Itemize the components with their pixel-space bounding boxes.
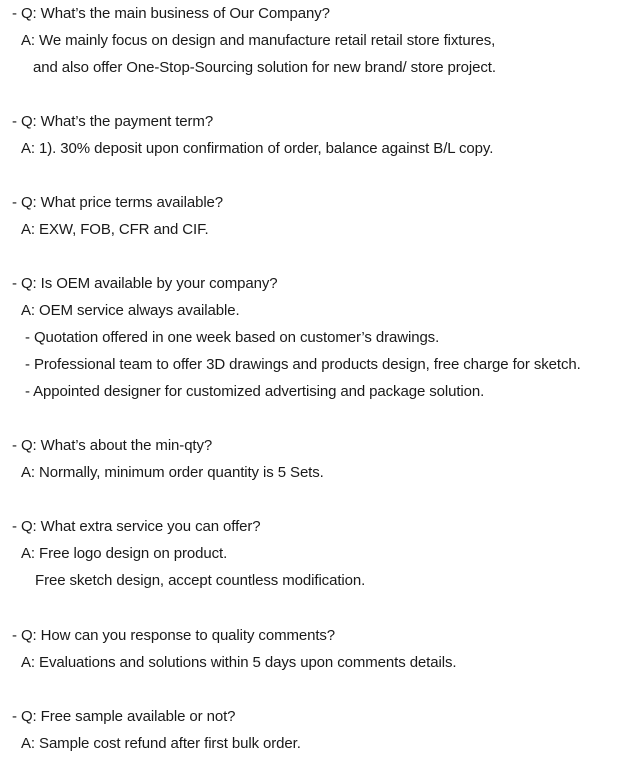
faq-answer-line: A: Sample cost refund after first bulk order.: [21, 735, 301, 752]
faq-question: - Q: What extra service you can offer?: [12, 518, 261, 535]
faq-question: - Q: How can you response to quality comments?: [12, 627, 336, 644]
faq-answer-line: and also offer One-Stop-Sourcing solution for new brand/ store project.: [33, 59, 496, 76]
faq-question: - Q: Free sample available or not?: [12, 708, 236, 725]
faq-answer-line: - Professional team to offer 3D drawings and products design, free charge for sketch.: [25, 356, 581, 373]
faq-question: - Q: What’s the main business of Our Company?: [12, 5, 330, 22]
faq-answer-line: A: OEM service always available.: [21, 302, 240, 319]
faq-answer-line: A: Free logo design on product.: [21, 545, 228, 562]
faq-answer-line: - Quotation offered in one week based on customer’s drawings.: [25, 329, 440, 346]
faq-answer-line: A: 1). 30% deposit upon confirmation of order, balance against B/L copy.: [21, 140, 494, 157]
faq-question: - Q: What price terms available?: [12, 194, 224, 211]
faq-answer-line: A: Normally, minimum order quantity is 5 Sets.: [21, 464, 324, 481]
faq-answer-line: Free sketch design, accept countless modification.: [35, 572, 366, 589]
faq-answer-line: A: EXW, FOB, CFR and CIF.: [21, 221, 209, 238]
faq-question: - Q: Is OEM available by your company?: [12, 275, 278, 292]
faq-question: - Q: What’s the payment term?: [12, 113, 214, 130]
faq-answer-line: A: We mainly focus on design and manufacture retail retail store fixtures,: [21, 32, 496, 49]
faq-answer-line: - Appointed designer for customized advertising and package solution.: [25, 383, 485, 400]
faq-question: - Q: What’s about the min-qty?: [12, 437, 213, 454]
faq-answer-line: A: Evaluations and solutions within 5 days upon comments details.: [21, 654, 457, 671]
